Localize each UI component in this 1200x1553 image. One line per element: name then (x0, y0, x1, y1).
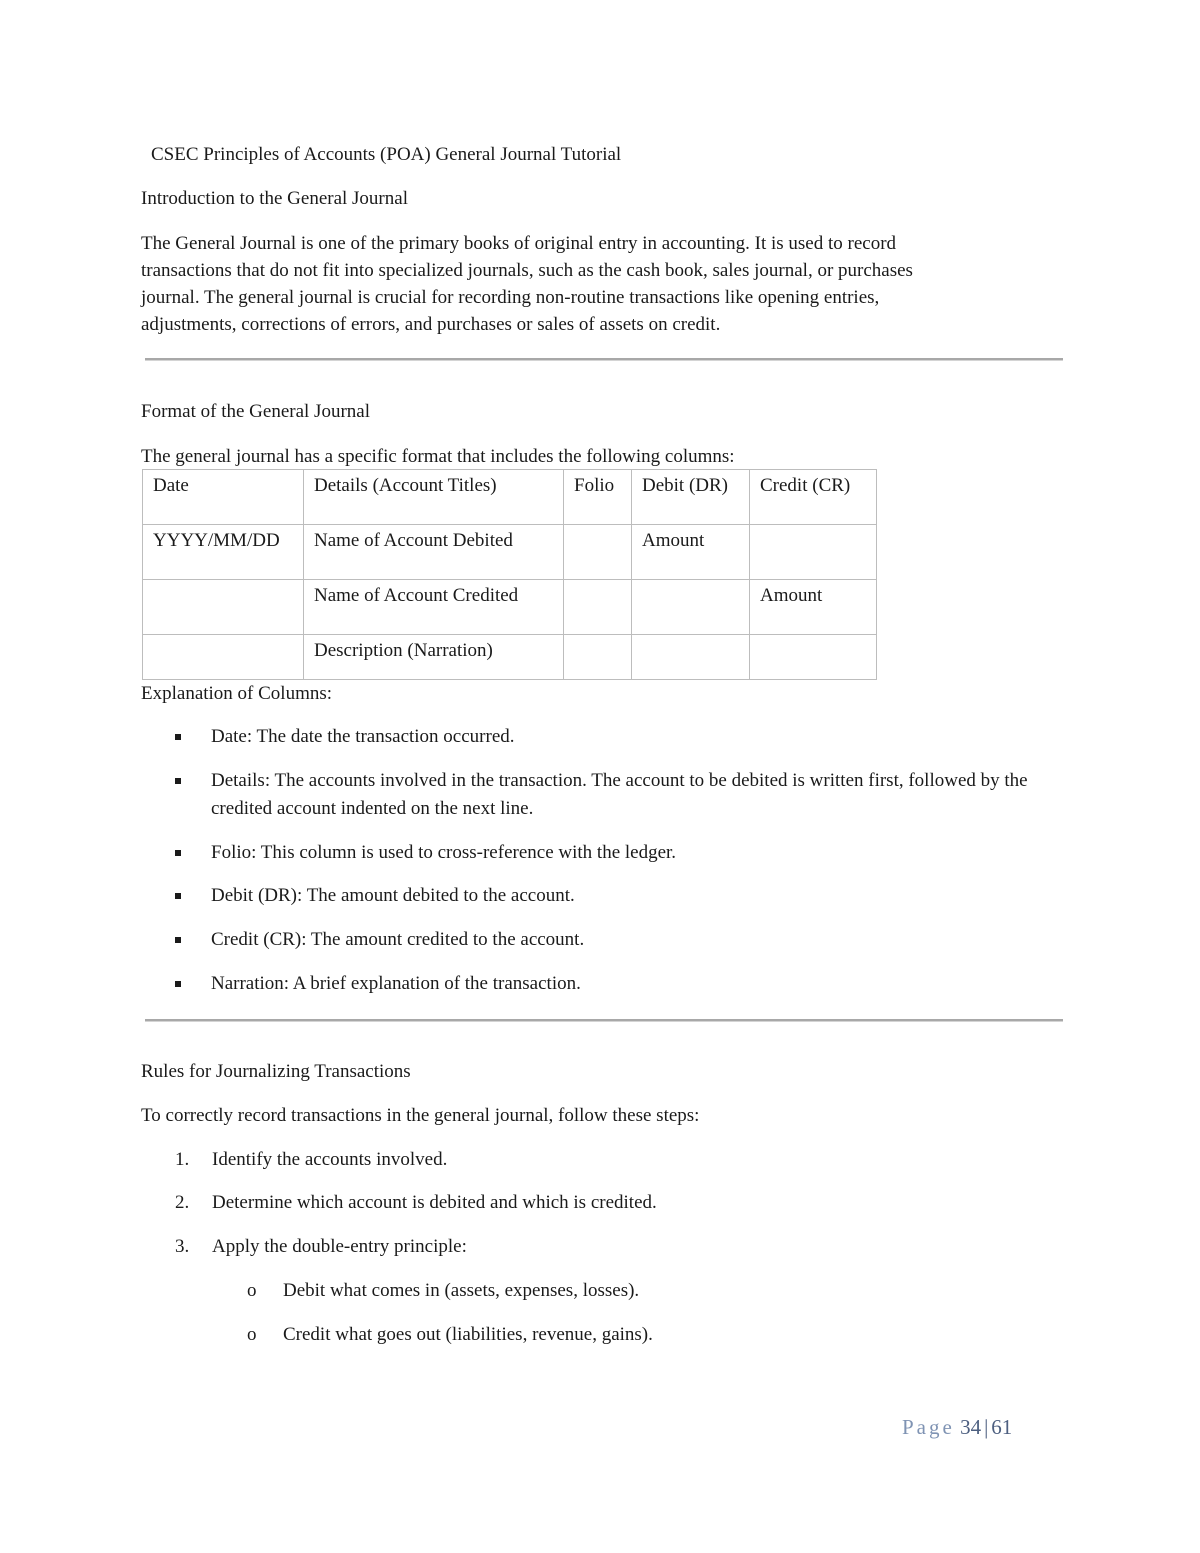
step-text: Determine which account is debited and which is credited. (212, 1192, 657, 1213)
page-label: Page (902, 1415, 955, 1439)
table-cell (750, 525, 877, 580)
sub-step-text: Credit what goes out (liabilities, revenue, gains). (283, 1324, 653, 1345)
intro-paragraph-line: The General Journal is one of the primary books of original entry in accounting. It is used to record (141, 233, 897, 254)
table-cell (632, 580, 750, 635)
intro-paragraph-line: adjustments, corrections of errors, and purchases or sales of assets on credit. (141, 314, 721, 335)
step-number: 2. (175, 1192, 190, 1213)
step-text: Identify the accounts involved. (212, 1149, 448, 1170)
table-cell: Amount (632, 525, 750, 580)
step-text: Apply the double-entry principle: (212, 1236, 467, 1257)
table-cell: Name of Account Credited (304, 580, 564, 635)
sub-step-text: Debit what comes in (assets, expenses, losses). (283, 1280, 640, 1301)
intro-heading: Introduction to the General Journal (141, 188, 408, 209)
table-cell (564, 525, 632, 580)
list-item-text: Details: The accounts involved in the transaction. The account to be debited is written first, followed by the credited account indented on the next line. (211, 770, 1028, 819)
bullet-icon (175, 893, 181, 899)
table-row (143, 580, 877, 635)
bullet-icon (175, 937, 181, 943)
list-item-text: Debit (DR): The amount debited to the account. (211, 885, 575, 906)
format-heading: Format of the General Journal (141, 401, 370, 422)
step-number: 1. (175, 1149, 190, 1170)
table-cell: Amount (750, 580, 877, 635)
bullet-icon (175, 778, 181, 784)
table-cell: YYYY/MM/DD (143, 525, 304, 580)
page-separator: | (984, 1415, 989, 1439)
sub-bullet-icon: o (247, 1280, 257, 1301)
sub-bullet-icon: o (247, 1324, 257, 1345)
section-divider (145, 358, 1063, 361)
page-footer (902, 1413, 1012, 1441)
format-lead: The general journal has a specific format that includes the following columns: (141, 446, 735, 467)
table-cell: Description (Narration) (304, 635, 564, 680)
section-divider (145, 1019, 1063, 1022)
header-debit: Debit (DR) (632, 470, 750, 525)
bullet-icon (175, 981, 181, 987)
list-item-text: Folio: This column is used to cross-reference with the ledger. (211, 842, 677, 863)
table-cell (143, 580, 304, 635)
rules-lead: To correctly record transactions in the general journal, follow these steps: (141, 1105, 700, 1126)
table-cell (143, 635, 304, 680)
table-cell: Name of Account Debited (304, 525, 564, 580)
step-number: 3. (175, 1236, 190, 1257)
bullet-icon (175, 850, 181, 856)
header-details: Details (Account Titles) (304, 470, 564, 525)
intro-paragraph-line: transactions that do not fit into specialized journals, such as the cash book, sales journal, or purchases (141, 260, 913, 281)
intro-paragraph-line: journal. The general journal is crucial for recording non-routine transactions like opening entries, (141, 287, 880, 308)
list-item-text: Date: The date the transaction occurred. (211, 726, 515, 747)
table-row (143, 635, 877, 680)
list-item-text: Narration: A brief explanation of the transaction. (211, 973, 581, 994)
table-cell (564, 635, 632, 680)
total-pages: 61 (991, 1415, 1013, 1439)
bullet-icon (175, 734, 181, 740)
page-number: 34 (960, 1415, 982, 1439)
list-item-text: Credit (CR): The amount credited to the account. (211, 929, 585, 950)
journal-format-table (142, 469, 877, 680)
document-title: CSEC Principles of Accounts (POA) General Journal Tutorial (151, 144, 622, 165)
table-cell (750, 635, 877, 680)
table-header-row (143, 470, 877, 525)
header-date: Date (143, 470, 304, 525)
explanation-heading: Explanation of Columns: (141, 683, 333, 704)
header-folio: Folio (564, 470, 632, 525)
table-row (143, 525, 877, 580)
table-cell (564, 580, 632, 635)
header-credit: Credit (CR) (750, 470, 877, 525)
rules-heading: Rules for Journalizing Transactions (141, 1061, 411, 1082)
table-cell (632, 635, 750, 680)
